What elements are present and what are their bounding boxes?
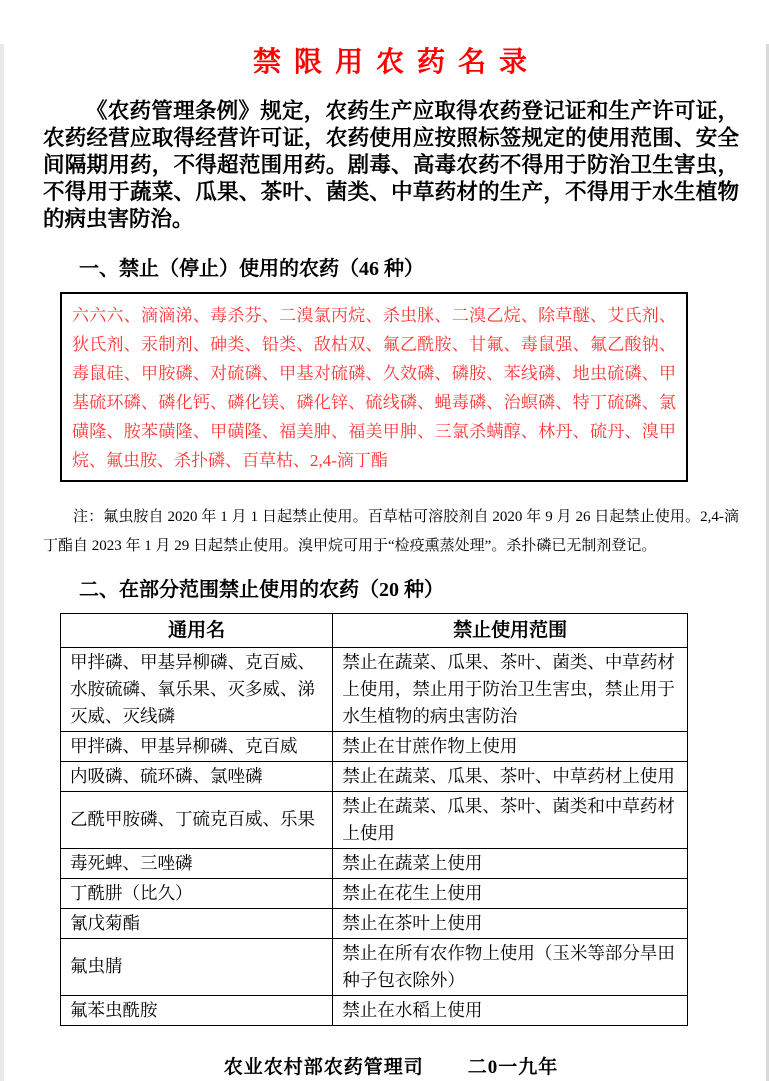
table-row	[61, 995, 688, 1025]
banned-scope-cell: 禁止在蔬菜、瓜果、茶叶、菌类和中草药材上使用	[333, 791, 688, 848]
banned-scope-cell: 禁止在蔬菜、瓜果、茶叶、菌类、中草药材上使用，禁止用于防治卫生害虫，禁止用于水生植物的病虫害防治	[333, 647, 688, 731]
footer-year: 二0一九年	[467, 1056, 559, 1078]
table-row	[61, 848, 688, 878]
page-title: 禁 限 用 农 药 名 录	[252, 47, 529, 78]
table-row	[61, 761, 688, 791]
table-row	[61, 731, 688, 761]
generic-name-cell: 氟虫腈	[61, 938, 333, 995]
generic-name-cell: 乙酰甲胺磷、丁硫克百威、乐果	[61, 791, 333, 848]
footer-issuer: 农业农村部农药管理司	[223, 1056, 424, 1078]
section1-note: 注：氟虫胺自 2020 年 1 月 1 日起禁止使用。百草枯可溶胶剂自 2020 年 9 月 26 日起禁止使用。2,4-滴丁酯自 2023 年 1 月 29 日起禁止使用。溴甲烷可用于“检疫熏蒸处理”。杀扑磷已无制剂登记。	[43, 508, 739, 554]
table-row	[61, 938, 688, 995]
table-row	[61, 647, 688, 731]
restricted-use-table	[60, 613, 688, 1026]
banned-scope-cell: 禁止在蔬菜上使用	[333, 848, 688, 878]
generic-name-cell: 毒死蜱、三唑磷	[61, 848, 333, 878]
generic-name-cell: 丁酰肼（比久）	[61, 878, 333, 908]
page-edge-left	[0, 44, 4, 1081]
banned-scope-cell: 禁止在甘蔗作物上使用	[333, 731, 688, 761]
table-row	[61, 878, 688, 908]
table-header-row	[61, 613, 688, 647]
generic-name-cell: 氟苯虫酰胺	[61, 995, 333, 1025]
banned-pesticides-box: 六六六、滴滴涕、毒杀芬、二溴氯丙烷、杀虫脒、二溴乙烷、除草醚、艾氏剂、狄氏剂、汞制剂、砷类、铅类、敌枯双、氟乙酰胺、甘氟、毒鼠强、氟乙酸钠、毒鼠硅、甲胺磷、对硫磷、甲基对硫磷、久效磷、磷胺、苯线磷、地虫硫磷、甲基硫环磷、磷化钙、磷化镁、磷化锌、硫线磷、蝇毒磷、治螟磷、特丁硫磷、氯磺隆、胺苯磺隆、甲磺隆、福美胂、福美甲胂、三氯杀螨醇、林丹、硫丹、溴甲烷、氟虫胺、杀扑磷、百草枯、2,4-滴丁酯	[60, 292, 688, 482]
section1-heading: 一、禁止（停止）使用的农药（46 种）	[79, 257, 424, 280]
column-header-generic-name: 通用名	[61, 613, 333, 647]
banned-scope-cell: 禁止在蔬菜、瓜果、茶叶、中草药材上使用	[333, 761, 688, 791]
generic-name-cell: 甲拌磷、甲基异柳磷、克百威	[61, 731, 333, 761]
generic-name-cell: 氰戊菊酯	[61, 908, 333, 938]
document-page	[0, 44, 769, 1079]
section2-heading: 二、在部分范围禁止使用的农药（20 种）	[79, 578, 444, 601]
banned-scope-cell: 禁止在茶叶上使用	[333, 908, 688, 938]
intro-paragraph: 《农药管理条例》规定，农药生产应取得农药登记证和生产许可证，农药经营应取得经营许可证，农药使用应按照标签规定的使用范围、安全间隔期用药，不得超范围用药。剧毒、高毒农药不得用于防治卫生害虫，不得用于蔬菜、瓜果、茶叶、菌类、中草药材的生产，不得用于水生植物的病虫害防治。	[43, 99, 739, 231]
banned-scope-cell: 禁止在所有农作物上使用（玉米等部分旱田种子包衣除外）	[333, 938, 688, 995]
banned-scope-cell: 禁止在水稻上使用	[333, 995, 688, 1025]
column-header-banned-scope: 禁止使用范围	[333, 613, 688, 647]
banned-scope-cell: 禁止在花生上使用	[333, 878, 688, 908]
table-row	[61, 791, 688, 848]
generic-name-cell: 甲拌磷、甲基异柳磷、克百威、水胺硫磷、氧乐果、灭多威、涕灭威、灭线磷	[61, 647, 333, 731]
generic-name-cell: 内吸磷、硫环磷、氯唑磷	[61, 761, 333, 791]
document-footer	[43, 1052, 739, 1079]
table-row	[61, 908, 688, 938]
